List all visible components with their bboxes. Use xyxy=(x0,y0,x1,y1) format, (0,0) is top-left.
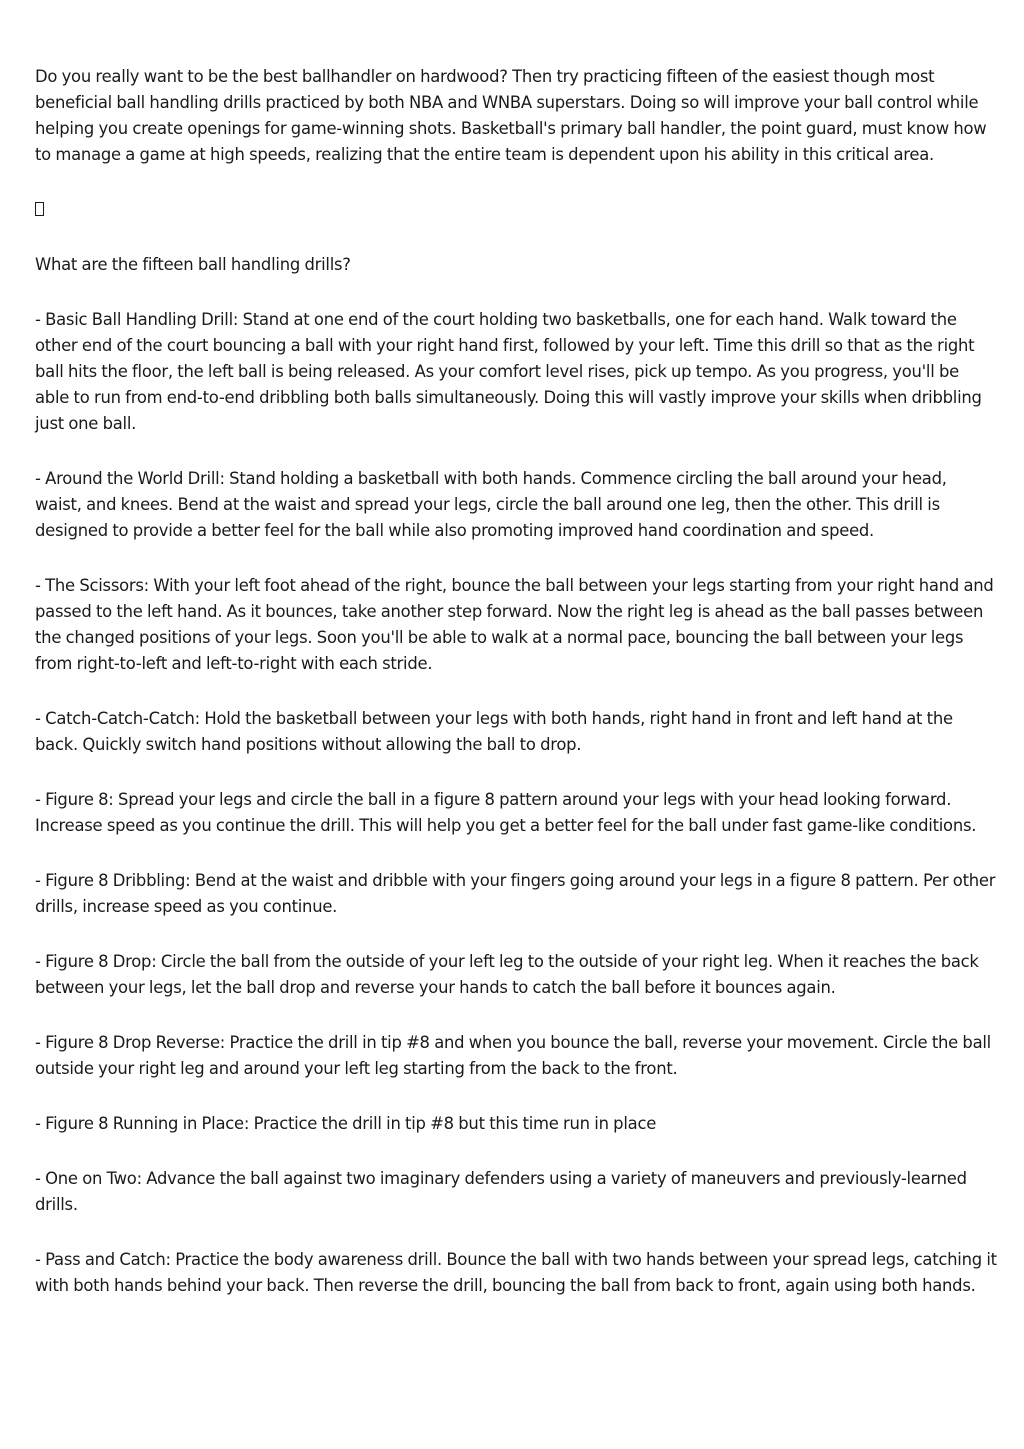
drill-one-on-two: - One on Two: Advance the ball against two imaginary defenders using a variety of maneuvers and previously-learned drills. xyxy=(35,1169,967,1214)
question-paragraph: What are the fifteen ball handling drills? xyxy=(35,255,351,274)
drill-pass-and-catch: - Pass and Catch: Practice the body awareness drill. Bounce the ball with two hands between your spread legs, catching it with both hands behind your back. Then reverse the drill, bouncing the ball from back to front, again using both hands. xyxy=(35,1250,997,1295)
image-placeholder xyxy=(35,197,997,223)
drill-basic-ball-handling: - Basic Ball Handling Drill: Stand at one end of the court holding two basketballs, one for each hand. Walk toward the other end of the court bouncing a ball with your right hand first, followed by your left. Time this drill so that as the right ball hits the floor, the left ball is being released. As your comfort level rises, pick up tempo. As you progress, you'll be able to run from end-to-end dribbling both balls simultaneously. Doing this will vastly improve your skills when dribbling just one ball. xyxy=(35,310,982,433)
drill-around-the-world: - Around the World Drill: Stand holding a basketball with both hands. Commence circling the ball around your head, waist, and knees. Bend at the waist and spread your legs, circle the ball around one leg, then the other. This drill is designed to provide a better feel for the ball while also promoting improved hand coordination and speed. xyxy=(35,469,947,540)
drill-figure-8-drop-reverse: - Figure 8 Drop Reverse: Practice the drill in tip #8 and when you bounce the ball, reverse your movement. Circle the ball outside your right leg and around your left leg starting from the back to the front. xyxy=(35,1033,991,1078)
drill-figure-8: - Figure 8: Spread your legs and circle the ball in a figure 8 pattern around your legs with your head looking forward. Increase speed as you continue the drill. This will help you get a better feel for the ball under fast game-like conditions. xyxy=(35,790,977,835)
intro-paragraph: Do you really want to be the best ballhandler on hardwood? Then try practicing fifteen of the easiest though most beneficial ball handling drills practiced by both NBA and WNBA superstars. Doing so will improve your ball control while helping you create openings for game-winning shots. Basketball's primary ball handler, the point guard, must know how to manage a game at high speeds, realizing that the entire team is dependent upon his ability in this critical area. xyxy=(35,67,987,164)
drill-the-scissors: - The Scissors: With your left foot ahead of the right, bounce the ball between your legs starting from your right hand and passed to the left hand. As it bounces, take another step forward. Now the right leg is ahead as the ball passes between the changed positions of your legs. Soon you'll be able to walk at a normal pace, bouncing the ball between your legs from right-to-left and left-to-right with each stride. xyxy=(35,576,994,673)
drill-catch-catch-catch: - Catch-Catch-Catch: Hold the basketball between your legs with both hands, right hand in front and left hand at the back. Quickly switch hand positions without allowing the ball to drop. xyxy=(35,709,953,754)
drill-figure-8-drop: - Figure 8 Drop: Circle the ball from the outside of your left leg to the outside of your right leg. When it reaches the back between your legs, let the ball drop and reverse your hands to catch the ball before it bounces again. xyxy=(35,952,979,997)
drill-figure-8-running-in-place: - Figure 8 Running in Place: Practice the drill in tip #8 but this time run in place xyxy=(35,1114,657,1133)
document-body xyxy=(35,64,997,1328)
missing-glyph-icon xyxy=(35,202,44,216)
drill-figure-8-dribbling: - Figure 8 Dribbling: Bend at the waist and dribble with your fingers going around your legs in a figure 8 pattern. Per other drills, increase speed as you continue. xyxy=(35,871,996,916)
